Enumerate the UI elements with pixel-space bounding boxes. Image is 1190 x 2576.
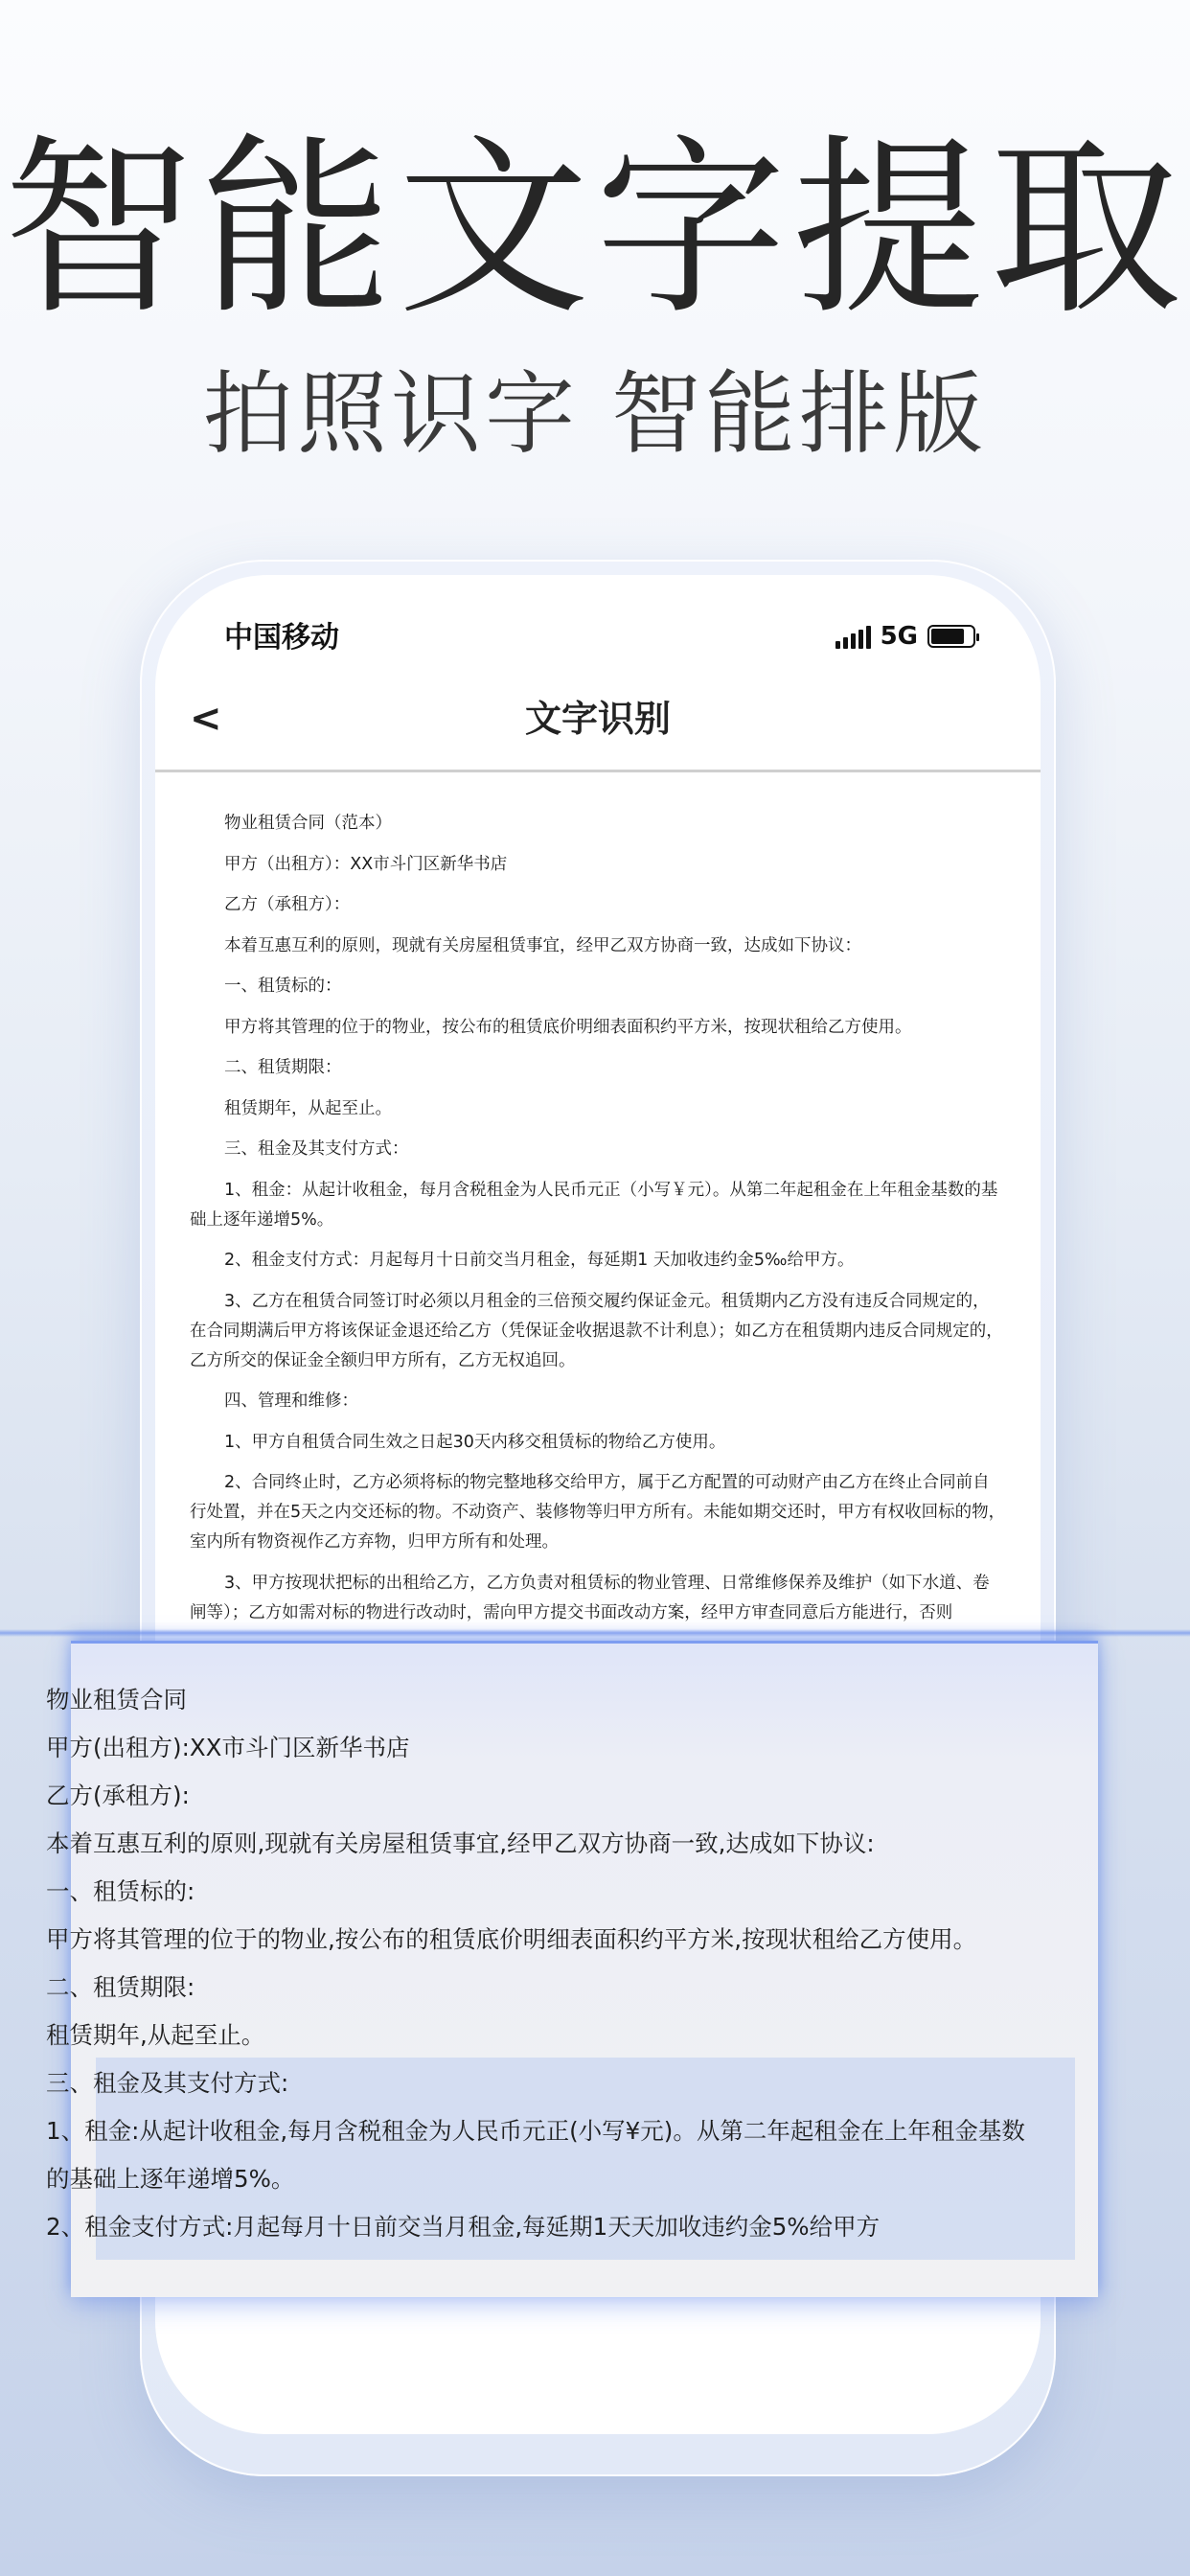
promo-subline: 拍照识字 智能排版	[203, 362, 987, 467]
status-indicators	[835, 617, 975, 656]
result-line: 甲方将其管理的位于的物业,按公布的租赁底价明细表面积约平方米,按现状租给乙方使用。	[46, 1925, 977, 1953]
doc-paragraph: 三、租金及其支付方式：	[224, 1139, 409, 1159]
doc-paragraph: 1、租金：从起计收租金，每月含税租金为人民币元正（小写￥元）。从第二年起租金在上年租金基数的基础上逐年递增5%。	[190, 1180, 998, 1230]
result-line: 的基础上逐年递增5%。	[46, 2165, 295, 2193]
nav-bar	[155, 680, 1041, 772]
promo-headline: 智能文字提取	[2, 118, 1187, 341]
doc-paragraph: 二、租赁期限：	[224, 1058, 342, 1077]
battery-icon	[927, 625, 975, 648]
result-line: 一、租赁标的:	[46, 1877, 195, 1905]
result-line: 二、租赁期限:	[46, 1973, 195, 2001]
signal-icon	[835, 624, 871, 649]
doc-paragraph: 甲方将其管理的位于的物业，按公布的租赁底价明细表面积约平方米，按现状租给乙方使用。	[224, 1017, 912, 1037]
doc-paragraph: 1、甲方自租赁合同生效之日起30天内移交租赁标的物给乙方使用。	[224, 1432, 726, 1452]
carrier-label: 中国移动	[224, 621, 339, 655]
result-line: 甲方(出租方):XX市斗门区新华书店	[46, 1734, 410, 1761]
page-title: 文字识别	[524, 698, 671, 740]
scanned-document	[190, 809, 1006, 1639]
doc-paragraph: 3、乙方在租赁合同签订时必须以月租金的三倍预交履约保证金元。租赁期内乙方没有违反合同规定的，在合同期满后甲方将该保证金退还给乙方（凭保证金收据退款不计利息）；如乙方在租赁期内违反合同规定的，乙方所交的保证金全额归甲方所有，乙方无权追回。	[190, 1291, 1003, 1370]
doc-paragraph: 租赁期年，从起至止。	[224, 1098, 392, 1118]
result-line: 1、租金:从起计收租金,每月含税租金为人民币元正(小写¥元)。从第二年起租金在上年租金基数	[46, 2117, 1025, 2145]
scan-line	[0, 1629, 1190, 1637]
doc-paragraph: 物业租赁合同（范本）	[224, 814, 392, 833]
status-bar	[155, 613, 1041, 661]
result-line: 三、租金及其支付方式:	[46, 2069, 289, 2097]
result-line: 物业租赁合同	[46, 1686, 187, 1714]
result-line: 租赁期年,从起至止。	[46, 2021, 265, 2049]
doc-paragraph: 四、管理和维修：	[224, 1392, 358, 1411]
doc-paragraph: 2、合同终止时，乙方必须将标的物完整地移交给甲方，属于乙方配置的可动财产由乙方在终止合同前自行处置，并在5天之内交还标的物。不动资产、装修物等归甲方所有。未能如期交还时，甲方有权收回标的物，室内所有物资视作乙方弃物，归甲方所有和处理。	[190, 1473, 1006, 1552]
doc-paragraph: 2、租金支付方式：月起每月十日前交当月租金，每延期1 天加收违约金5‰给甲方。	[224, 1251, 855, 1270]
doc-paragraph: 3、甲方按现状把标的出租给乙方，乙方负责对租赁标的物业管理、日常维修保养及维护（如下水道、卷闸等）；乙方如需对标的物进行改动时，需向甲方提交书面改动方案，经甲方审查同意后方能进行，否则	[190, 1573, 990, 1622]
doc-paragraph: 乙方（承租方）：	[224, 895, 351, 914]
doc-paragraph: 本着互惠互利的原则，现就有关房屋租赁事宜，经甲乙双方协商一致，达成如下协议：	[224, 935, 861, 955]
result-line: 2、租金支付方式:月起每月十日前交当月租金,每延期1天天加收违约金5%给甲方	[46, 2213, 881, 2241]
doc-paragraph: 甲方（出租方）：XX市斗门区新华书店	[224, 854, 508, 874]
result-line: 乙方(承租方):	[46, 1782, 190, 1809]
network-label: 5G	[880, 622, 918, 651]
result-line: 本着互惠互利的原则,现就有关房屋租赁事宜,经甲乙双方协商一致,达成如下协议:	[46, 1829, 875, 1857]
back-button[interactable]: <	[190, 697, 222, 741]
doc-paragraph: 一、租赁标的：	[224, 977, 342, 996]
